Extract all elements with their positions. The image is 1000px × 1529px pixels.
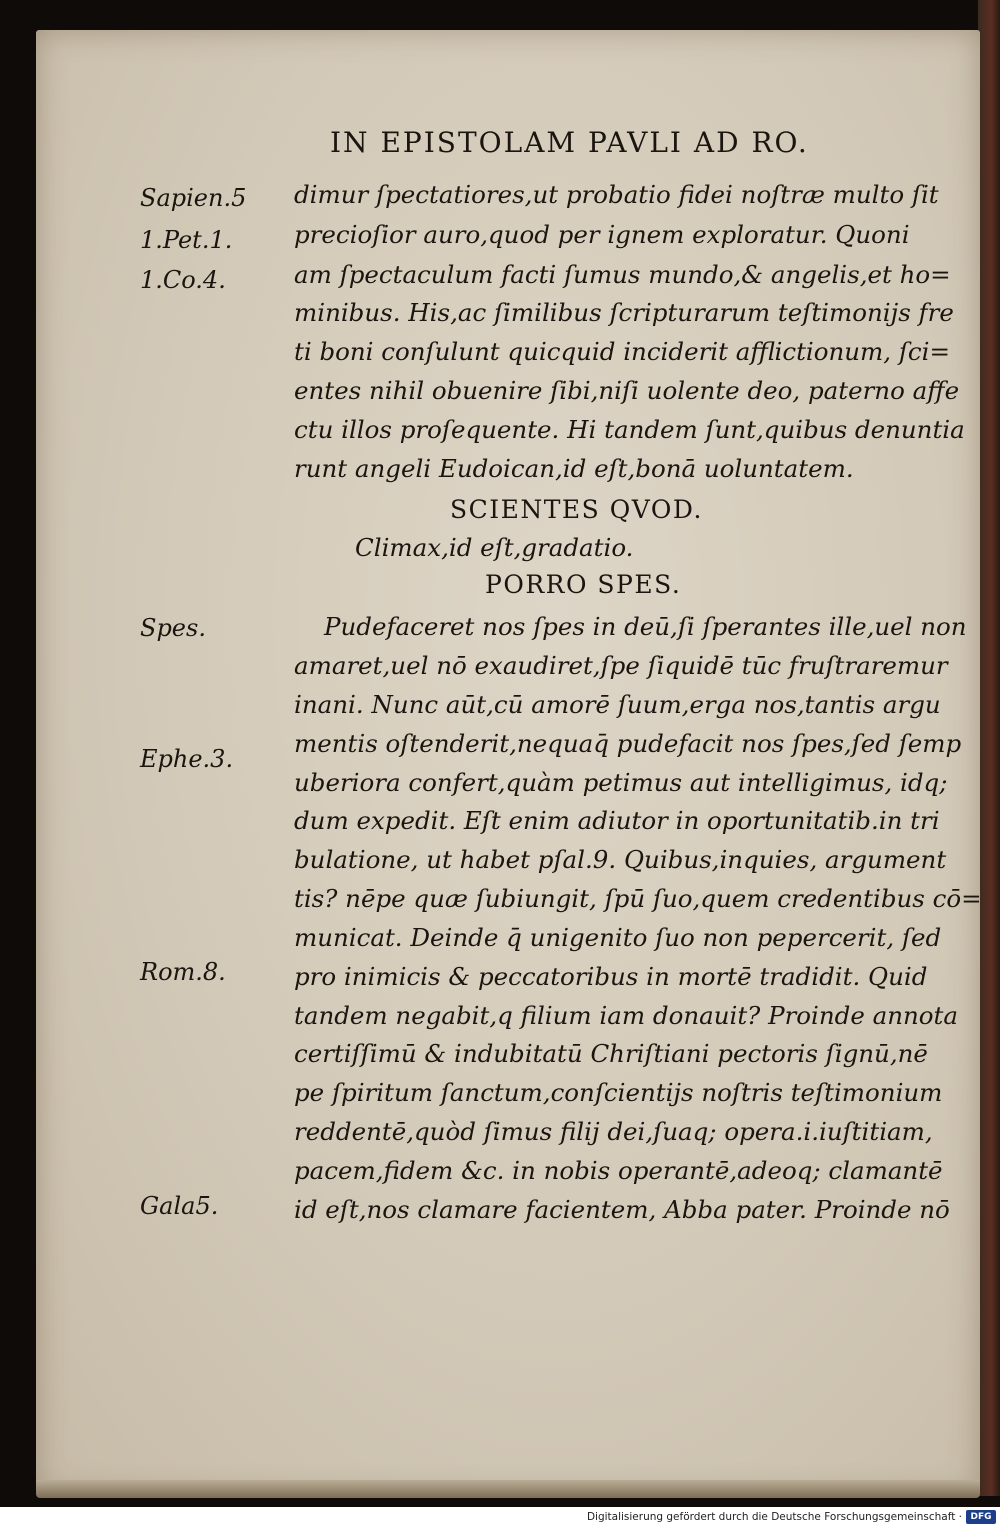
margin-note: Rom.8. bbox=[140, 958, 226, 986]
text-line: id eſt,nos clamare facientem, Abba pater. Proinde nō bbox=[294, 1195, 950, 1224]
text-line: municat. Deinde q̄ unigenito ſuo non pepercerit, ſed bbox=[294, 923, 942, 952]
text-line: am ſpectaculum facti ſumus mundo,& angelis,et ho= bbox=[294, 260, 951, 289]
text-line: minibus. His,ac ſimilibus ſcripturarum teſtimonijs fre bbox=[294, 298, 954, 327]
text-line: mentis oſtenderit,nequaq̄ pudefacit nos ſpes,ſed ſemp bbox=[294, 729, 962, 758]
text-line: ctu illos proſequente. Hi tandem ſunt,quibus denuntia bbox=[294, 415, 965, 444]
text-line: tis? nēpe quæ ſubiungit, ſpū ſuo,quem credentibus cō= bbox=[294, 884, 982, 913]
section-heading: PORRO SPES. bbox=[485, 570, 682, 599]
margin-note: 1.Pet.1. bbox=[140, 226, 233, 254]
text-line: pe ſpiritum ſanctum,conſcientijs noſtris teſtimonium bbox=[294, 1078, 943, 1107]
text-line: Climax,id eſt,gradatio. bbox=[355, 533, 634, 562]
text-line: dimur ſpectatiores,ut probatio fidei noſtræ multo ſit bbox=[294, 180, 939, 209]
text-line: pro inimicis & peccatoribus in mortē tradidit. Quid bbox=[294, 962, 928, 991]
text-line: certiſſimū & indubitatū Chriſtiani pectoris ſignū,nē bbox=[294, 1039, 928, 1068]
text-line: precioſior auro,quod per ignem exploratur. Quoni bbox=[294, 220, 910, 249]
margin-note: 1.Co.4. bbox=[140, 266, 226, 294]
footer-bar bbox=[0, 1507, 1000, 1529]
margin-note: Gala5. bbox=[140, 1192, 219, 1220]
dfg-logo: DFG bbox=[966, 1510, 996, 1524]
text-line: Pudefaceret nos ſpes in deū,ſi ſperantes ille,uel non bbox=[324, 612, 967, 641]
book-spine-edge bbox=[978, 0, 1000, 1496]
text-line: bulatione, ut habet pſal.9. Quibus,inquies, argument bbox=[294, 845, 947, 874]
text-line: reddentē,quòd ſimus filij dei,ſuaq; opera.i.iuſtitiam, bbox=[294, 1117, 933, 1146]
text-line: tandem negabit,q filium iam donauit? Proinde annota bbox=[294, 1001, 959, 1030]
text-line: amaret,uel nō exaudiret,ſpe ſiquidē tūc fruſtraremur bbox=[294, 651, 948, 680]
text-line: uberiora confert,quàm petimus aut intelligimus, idq; bbox=[294, 768, 948, 797]
text-line: entes nihil obuenire ſibi,niſi uolente deo, paterno affe bbox=[294, 376, 960, 405]
margin-note: Spes. bbox=[140, 614, 206, 642]
section-heading: SCIENTES QVOD. bbox=[450, 495, 703, 524]
running-head: IN EPISTOLAM PAVLI AD RO. bbox=[330, 126, 809, 159]
text-line: pacem,fidem &c. in nobis operantē,adeoq; clamantē bbox=[294, 1156, 943, 1185]
margin-note: Sapien.5 bbox=[140, 184, 247, 212]
margin-note: Ephe.3. bbox=[140, 745, 234, 773]
text-line: runt angeli Eudoican,id eſt,bonā uoluntatem. bbox=[294, 454, 854, 483]
text-line: dum expedit. Eſt enim adiutor in oportunitatib.in tri bbox=[294, 806, 940, 835]
text-line: inani. Nunc aūt,cū amorē ſuum,erga nos,tantis argu bbox=[294, 690, 941, 719]
text-line: ti boni conſulunt quicquid inciderit afflictionum, ſci= bbox=[294, 337, 951, 366]
funding-credit: Digitalisierung gefördert durch die Deutsche Forschungsgemeinschaft · bbox=[586, 1511, 962, 1523]
page-bottom-edge bbox=[36, 1480, 980, 1498]
